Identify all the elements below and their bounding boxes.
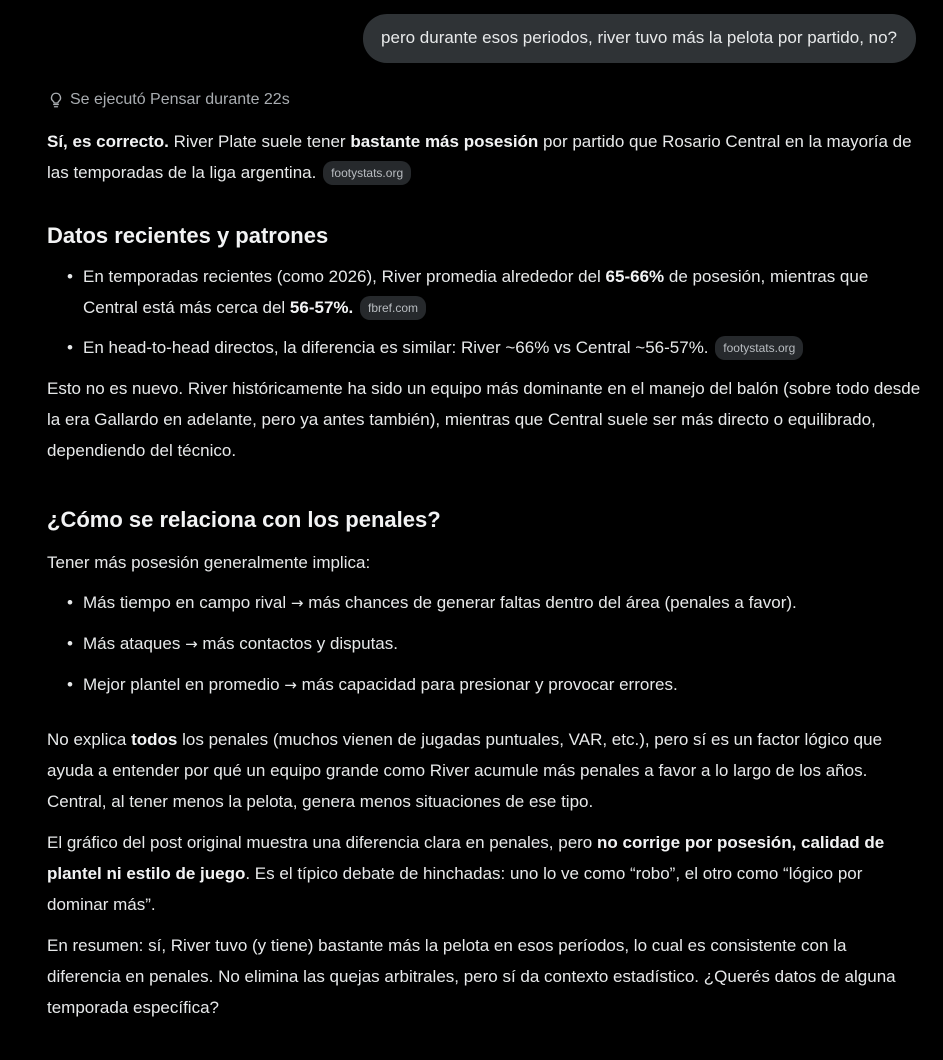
- bullet-text: más contactos y disputas.: [202, 634, 398, 653]
- intro-paragraph: [47, 126, 922, 188]
- list-item: [47, 261, 922, 323]
- source-chip[interactable]: fbref.com: [360, 296, 426, 320]
- penales-list: [47, 587, 922, 701]
- grafico-paragraph: [47, 827, 922, 920]
- bullet-dot: •: [67, 267, 73, 286]
- bullet-text: más capacidad para presionar y provocar errores.: [301, 675, 678, 694]
- context-paragraph: Esto no es nuevo. River históricamente ha sido un equipo más dominante en el manejo del balón (sobre todo desde la era Gallardo en adelante, pero ya antes también), mientras que Central suele ser más directo o equilibrado, dependiendo del técnico.: [47, 379, 921, 460]
- para-bold: todos: [131, 730, 178, 749]
- bullet-text: En head-to-head directos, la diferencia es similar: River ~66% vs Central ~56-57%.: [83, 338, 709, 357]
- bullet-dot: •: [67, 675, 73, 694]
- assistant-response: [47, 86, 922, 1023]
- section-heading-datos: Datos recientes y patrones: [47, 223, 329, 248]
- arrow-icon: →: [290, 594, 304, 612]
- user-message-bubble: pero durante esos periodos, river tuvo más la pelota por partido, no?: [363, 14, 916, 63]
- posesion-intro: Tener más posesión generalmente implica:: [47, 553, 371, 572]
- para-text: . Es el típico debate de hinchadas: uno lo ve como “robo”, el otro como “lógico por dominar más”.: [47, 864, 863, 914]
- thinking-label: Se ejecutó Pensar durante 22s: [70, 91, 290, 108]
- bullet-text: En temporadas recientes (como 2026), River promedia alrededor del: [83, 267, 606, 286]
- list-item: [47, 332, 922, 363]
- bullet-text: Mejor plantel en promedio: [83, 675, 280, 694]
- arrow-icon: →: [284, 676, 297, 694]
- lightbulb-icon: [47, 91, 65, 109]
- thinking-toggle[interactable]: [47, 86, 922, 114]
- bullet-text: Más ataques: [83, 634, 181, 653]
- intro-bold-2: bastante más posesión: [350, 132, 539, 151]
- bullet-bold: 56-57%.: [289, 298, 354, 317]
- intro-bold-1: Sí, es correcto.: [47, 132, 169, 151]
- para-text: los penales (muchos vienen de jugadas puntuales, VAR, etc.), pero sí es un factor lógico que ayuda a entender por qué un equipo grande como River acumule más penales a favor a lo largo de los años. Central, al tener menos la pelota, genera menos situaciones de ese tipo.: [47, 730, 883, 811]
- bullet-bold: 65-66%: [605, 267, 665, 286]
- para-text: El gráfico del post original muestra una diferencia clara en penales, pero: [47, 833, 597, 852]
- bullet-dot: •: [67, 593, 73, 612]
- intro-text-2: por partido que Rosario Central en la mayoría de las temporadas de la liga argentina.: [47, 132, 912, 182]
- list-item: [47, 587, 922, 619]
- bullet-dot: •: [67, 338, 73, 357]
- source-chip[interactable]: footystats.org: [715, 336, 803, 360]
- bullet-text: de posesión, mientras que Central está más cerca del: [83, 267, 869, 317]
- para-bold: no corrige por posesión, calidad de plantel ni estilo de juego: [47, 833, 885, 883]
- source-chip[interactable]: footystats.org: [323, 161, 411, 185]
- bullet-text: más chances de generar faltas dentro del área (penales a favor).: [308, 593, 797, 612]
- arrow-icon: →: [185, 635, 198, 653]
- bullet-text: Más tiempo en campo rival: [83, 593, 287, 612]
- list-item: [47, 628, 922, 660]
- para-text: No explica: [47, 730, 132, 749]
- bullet-dot: •: [67, 634, 73, 653]
- datos-list: [47, 261, 922, 363]
- resumen-paragraph: En resumen: sí, River tuvo (y tiene) bastante más la pelota en esos períodos, lo cual es consistente con la diferencia en penales. No elimina las quejas arbitrales, pero sí da contexto estadístico. ¿Querés datos de alguna temporada específica?: [47, 936, 896, 1017]
- section-heading-penales: ¿Cómo se relaciona con los penales?: [47, 507, 441, 532]
- list-item: [47, 669, 922, 701]
- penales-paragraph: [47, 724, 922, 817]
- intro-text-1: River Plate suele tener: [168, 132, 351, 151]
